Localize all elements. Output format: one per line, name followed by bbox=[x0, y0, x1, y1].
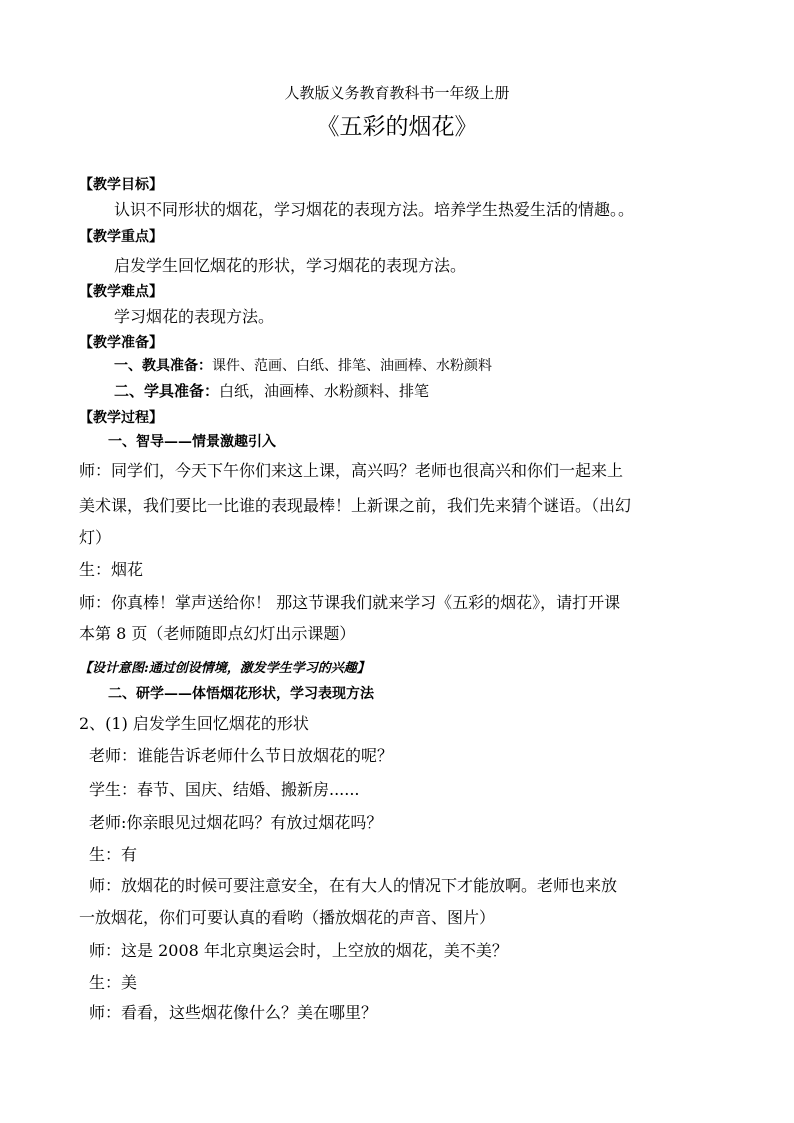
dialogue-q5: 师：看看，这些烟花像什么？美在哪里？ bbox=[89, 1003, 378, 1022]
paragraph-3-line-1: 师：你真棒！掌声送给你！ 那这节课我们就来学习《五彩的烟花》，请打开课 bbox=[79, 593, 621, 612]
dialogue-q1: 老师：谁能告诉老师什么节日放烟花的呢？ bbox=[89, 746, 394, 765]
step2-item-1: 2、(1) 启发学生回忆烟花的形状 bbox=[79, 714, 309, 733]
dialogue-q2: 老师:你亲眼见过烟花吗？有放过烟花吗？ bbox=[89, 813, 383, 832]
difficulty-heading: 【教学难点】 bbox=[79, 284, 163, 300]
prep-student-text: 白纸，油画棒、水粉颜料、排笔 bbox=[219, 382, 430, 400]
paragraph-1-line-2: 美术课，我们要比一比谁的表现最棒！上新课之前，我们先来猜个谜语。（出幻 bbox=[79, 496, 632, 515]
dialogue-q4: 师：这是 2008 年北京奥运会时，上空放的烟花，美不美？ bbox=[89, 941, 508, 960]
dialogue-a4: 生：美 bbox=[89, 973, 138, 992]
paragraph-1-line-3: 灯） bbox=[79, 528, 112, 547]
prep-teacher-line bbox=[114, 359, 492, 373]
paragraph-1-line-1: 师：同学们，今天下午你们来这上课，高兴吗？老师也很高兴和你们一起来上 bbox=[79, 461, 624, 480]
focus-text: 启发学生回忆烟花的形状，学习烟花的表现方法。 bbox=[114, 256, 467, 275]
step2-title: 二、研学——体悟烟花形状，学习表现方法 bbox=[108, 686, 374, 702]
paragraph-2: 生：烟花 bbox=[79, 560, 144, 579]
dialogue-a1: 学生：春节、国庆、结婚、搬新房...... bbox=[89, 780, 360, 799]
process-heading: 【教学过程】 bbox=[79, 410, 163, 426]
dialogue-q3-line-1: 师：放烟花的时候可要注意安全，在有大人的情况下才能放啊。老师也来放 bbox=[89, 876, 618, 895]
prep-teacher-label: 一、教具准备： bbox=[114, 358, 212, 374]
dialogue-a2: 生：有 bbox=[89, 845, 138, 864]
difficulty-text: 学习烟花的表现方法。 bbox=[114, 307, 275, 326]
paragraph-3-line-2: 本第 8 页（老师随即点幻灯出示课题） bbox=[79, 624, 356, 643]
prep-student-label: 二、学具准备： bbox=[114, 382, 220, 400]
prep-teacher-text: 课件、范画、白纸、排笔、油画棒、水粉颜料 bbox=[212, 358, 492, 374]
goal-heading: 【教学目标】 bbox=[79, 177, 163, 193]
prep-heading: 【教学准备】 bbox=[79, 335, 163, 351]
prep-student-line bbox=[114, 384, 429, 399]
document-title: 《五彩的烟花》 bbox=[316, 114, 478, 140]
design-note: 【设计意图:通过创设情境，激发学生学习的兴趣】 bbox=[79, 661, 370, 676]
focus-heading: 【教学重点】 bbox=[79, 229, 163, 245]
goal-text: 认识不同形状的烟花，学习烟花的表现方法。培养学生热爱生活的情趣。。 bbox=[114, 200, 635, 219]
step1-title: 一、智导——情景激趣引入 bbox=[108, 434, 276, 450]
document-subtitle: 人教版义务教育教科书一年级上册 bbox=[284, 84, 510, 102]
dialogue-q3-line-2: 一放烟花，你们可要认真的看哟（播放烟花的声音、图片） bbox=[79, 908, 496, 927]
